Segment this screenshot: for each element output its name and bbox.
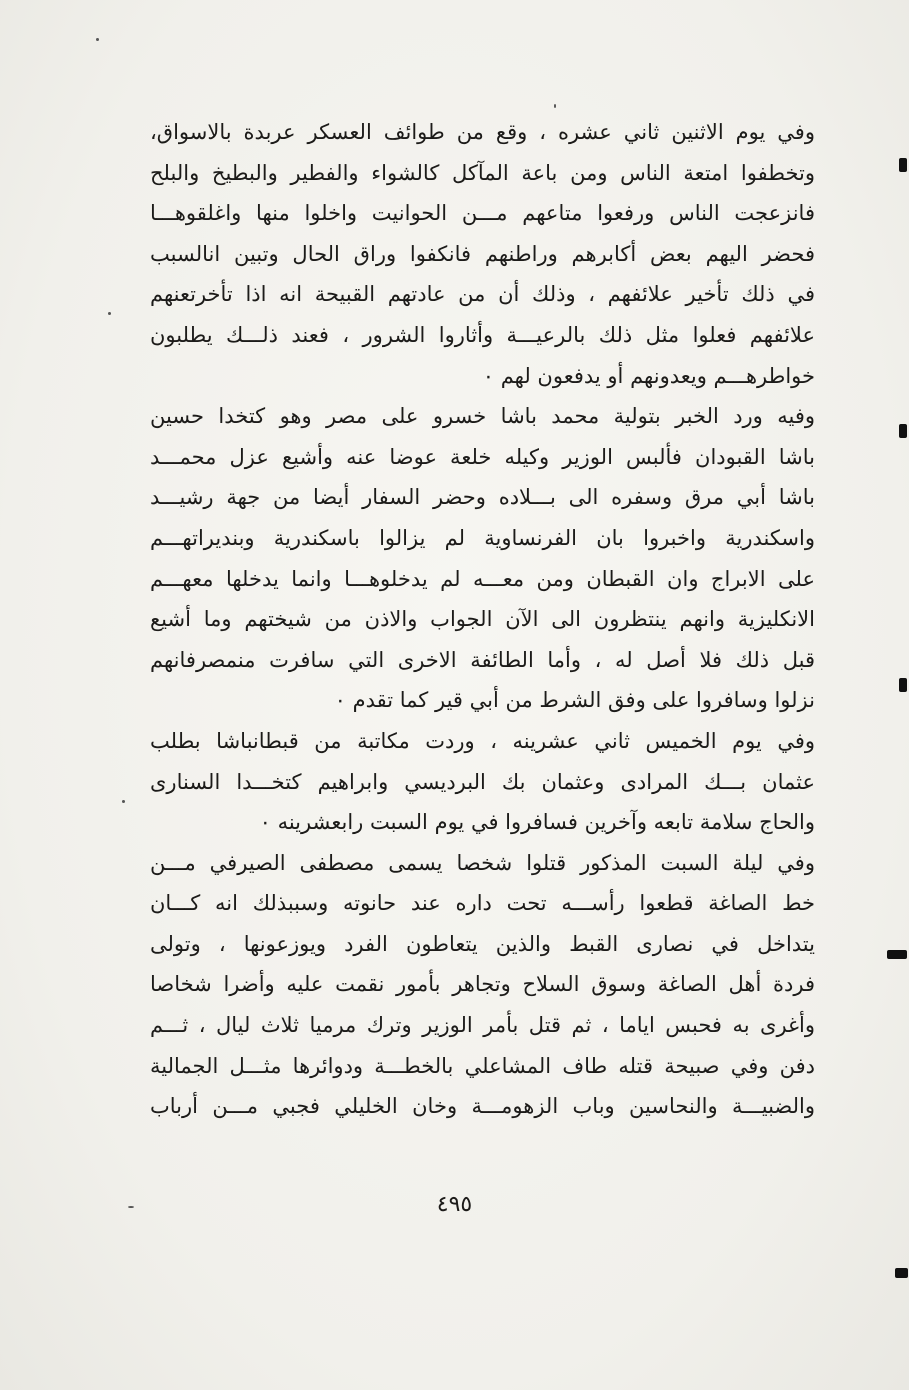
text-line: والحاج سلامة تابعه وآخرين فسافروا في يوم السبت رابعشرينه ٠	[259, 810, 815, 835]
text-line: قبل ذلك فلا أصل له ، وأما الطائفة الاخرى التي سافرت منمصرفانهم	[150, 647, 815, 672]
text-line: خواطرهـــم ويعدونهم أو يدفعون لهم ٠	[482, 363, 815, 388]
text-line: نزلوا وسافروا على وفق الشرط من أبي قير كما تقدم ٠	[334, 688, 815, 713]
page-number: ٤٩٥	[436, 1192, 473, 1217]
text-line: الانكليزية وانهم ينتظرون الى الآن الجواب والاذن من شيختهم وما أشيع	[150, 607, 815, 632]
text-line: فردة أهل الصاغة وسوق السلاح وتجاهر بأمور نقمت عليه وأضرا شخاصا	[150, 972, 815, 997]
binding-mark	[899, 678, 907, 692]
text-line: وفي ليلة السبت المذكور قتلوا شخصا يسمى مصطفى الصيرفي مـــن	[150, 850, 815, 875]
scan-speck	[128, 1206, 134, 1208]
body-text	[150, 112, 815, 1127]
binding-mark	[899, 424, 907, 438]
scan-speck	[108, 312, 111, 315]
text-line: وفي يوم الاثنين ثاني عشره ، وقع من طوائف العسكر عربدة بالاسواق،	[150, 120, 815, 144]
text-line: واسكندرية واخبروا بان الفرنساوية لم يزالوا باسكندرية وبنديراتهـــم	[150, 525, 815, 550]
scan-speck	[122, 800, 125, 803]
text-line: على الابراج وان القبطان ومن معـــه لم يدخلوهـــا وانما يدخلها معهـــم	[150, 566, 815, 591]
text-line: عثمان بـــك المرادى وعثمان بك البرديسي وابراهيم كتخـــدا السنارى	[150, 769, 815, 794]
text-line: وتخطفوا امتعة الناس ومن باعة المآكل كالشواء والفطير والبطيخ والبلح	[150, 160, 815, 185]
text-line: باشا أبي مرق وسفره الى بـــلاده وحضر السفار أيضا من جهة رشيـــد	[150, 485, 815, 510]
binding-mark	[887, 950, 907, 959]
binding-mark	[899, 158, 907, 172]
text-line: يتداخل في نصارى القبط والذين يتعاطون الفرد ويوزعونها ، وتولى	[150, 931, 815, 956]
text-line: باشا القبودان فألبس الوزير وكيله خلعة عوضا عنه وأشيع عزل محمـــد	[150, 444, 815, 469]
text-line: في ذلك تأخير علائفهم ، وذلك أن من عادتهم القبيحة انه اذا تأخرتعنهم	[150, 282, 815, 307]
text-line: فانزعجت الناس ورفعوا متاعهم مـــن الحوانيت واخلوا منها واغلقوهـــا	[150, 201, 815, 226]
text-line: والضبيـــة والنحاسين وباب الزهومـــة وخان الخليلي فجبي مـــن أرباب	[150, 1094, 815, 1119]
text-line: وفيه ورد الخبر بتولية محمد باشا خسرو على مصر وهو كتخدا حسين	[150, 404, 815, 429]
scan-speck	[96, 38, 99, 41]
scan-speck	[554, 104, 556, 108]
text-line: خط الصاغة قطعوا رأســـه تحت داره عند حانوته وسببذلك انه كـــان	[150, 891, 815, 916]
text-line: وفي يوم الخميس ثاني عشرينه ، وردت مكاتبة من قبطانباشا بطلب	[150, 728, 815, 753]
text-line: علائفهم فعلوا مثل ذلك بالرعيـــة وأثاروا الشرور ، فعند ذلـــك يطلبون	[150, 322, 815, 347]
text-line: وأغرى به فحبس اياما ، ثم قتل بأمر الوزير وترك مرميا ثلاث ليال ، ثـــم	[150, 1013, 815, 1038]
binding-mark	[895, 1268, 908, 1278]
text-line: دفن وفي صبيحة قتله طاف المشاعلي بالخطـــة ودوائرها مثـــل الجمالية	[150, 1053, 815, 1078]
text-line: فحضر اليهم بعض أكابرهم وراطنهم فانكفوا وراق الحال وتبين انالسبب	[150, 241, 815, 266]
